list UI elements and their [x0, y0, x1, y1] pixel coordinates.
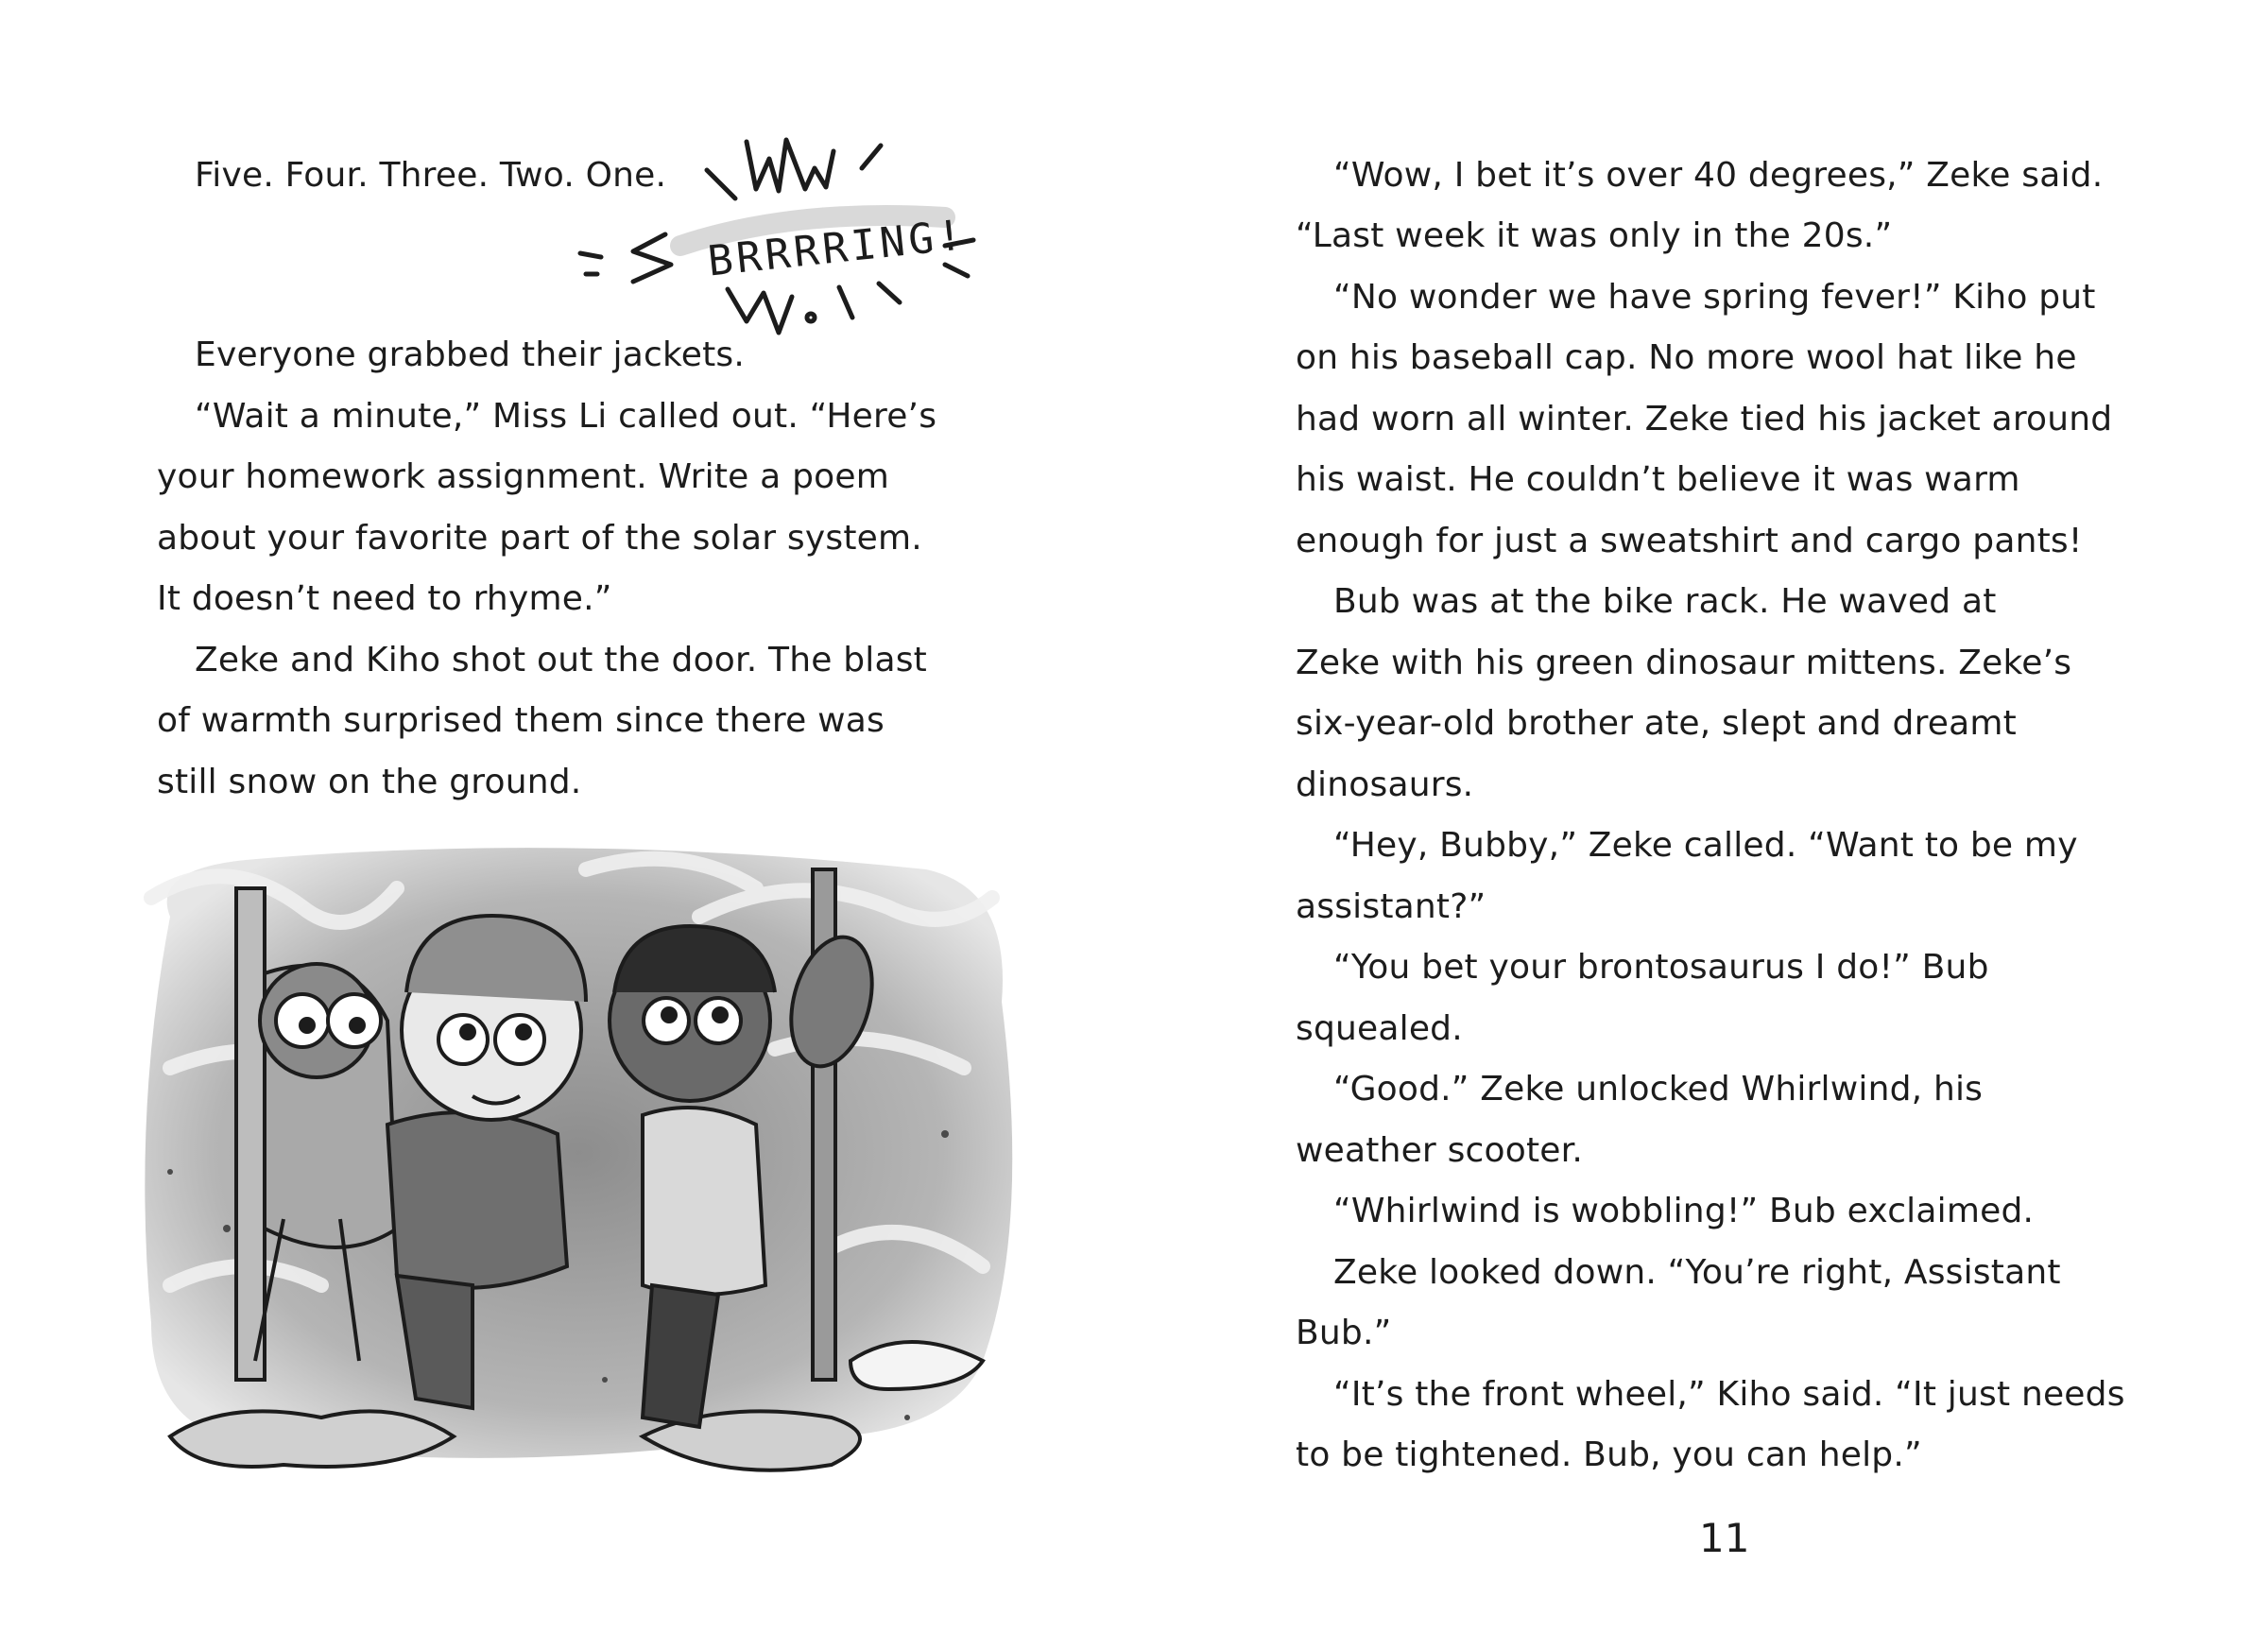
text-line: six-year-old brother ate, slept and dreamt: [1296, 704, 2017, 743]
text-line: “It’s the front wheel,” Kiho said. “It just needs: [1333, 1375, 2125, 1414]
text-line: still snow on the ground.: [157, 763, 582, 801]
text-line: “You bet your brontosaurus I do!” Bub: [1333, 948, 1989, 987]
text-line: weather scooter.: [1296, 1131, 1583, 1170]
text-line: squealed.: [1296, 1009, 1463, 1048]
text-line: his waist. He couldn’t believe it was warm: [1296, 460, 2020, 499]
text-line: “Wow, I bet it’s over 40 degrees,” Zeke said.: [1333, 156, 2104, 195]
text-line: enough for just a sweatshirt and cargo pants!: [1296, 522, 2083, 560]
text-line: had worn all winter. Zeke tied his jacket around: [1296, 400, 2113, 438]
brrrring-sound-effect: [567, 132, 1021, 359]
text-line: “Hey, Bubby,” Zeke called. “Want to be my: [1333, 826, 2078, 865]
text-line: “Wait a minute,” Miss Li called out. “Here’s: [195, 397, 937, 436]
text-line: to be tightened. Bub, you can help.”: [1296, 1435, 1922, 1474]
text-line: dinosaurs.: [1296, 765, 1474, 804]
text-line: Bub was at the bike rack. He waved at: [1333, 582, 1997, 621]
text-line: assistant?”: [1296, 887, 1486, 926]
text-line: “Last week it was only in the 20s.”: [1296, 216, 1893, 255]
text-line: “Whirlwind is wobbling!” Bub exclaimed.: [1333, 1192, 2035, 1230]
page-number: 11: [1699, 1515, 1750, 1561]
countdown-line: Five. Four. Three. Two. One.: [195, 156, 667, 195]
right-page: [1134, 0, 2268, 1650]
text-line: “Good.” Zeke unlocked Whirlwind, his: [1333, 1070, 1984, 1109]
text-line: Zeke with his green dinosaur mittens. Zeke’s: [1296, 644, 2072, 682]
text-line: Bub.”: [1296, 1314, 1392, 1352]
text-line: about your favorite part of the solar system.: [157, 519, 922, 558]
sound-effect-text: BRRRRING!: [705, 211, 969, 286]
text-line: “No wonder we have spring fever!” Kiho put: [1333, 278, 2096, 317]
illustration-kids-leaving-school: [113, 832, 1040, 1512]
text-line: It doesn’t need to rhyme.”: [157, 579, 612, 618]
text-line: Zeke and Kiho shot out the door. The blast: [195, 641, 927, 679]
text-line: Everyone grabbed their jackets.: [195, 335, 746, 374]
text-line: Zeke looked down. “You’re right, Assistant: [1333, 1253, 2061, 1292]
text-line: on his baseball cap. No more wool hat like he: [1296, 338, 2077, 377]
text-line: your homework assignment. Write a poem: [157, 457, 889, 496]
text-line: of warmth surprised them since there was: [157, 701, 885, 740]
